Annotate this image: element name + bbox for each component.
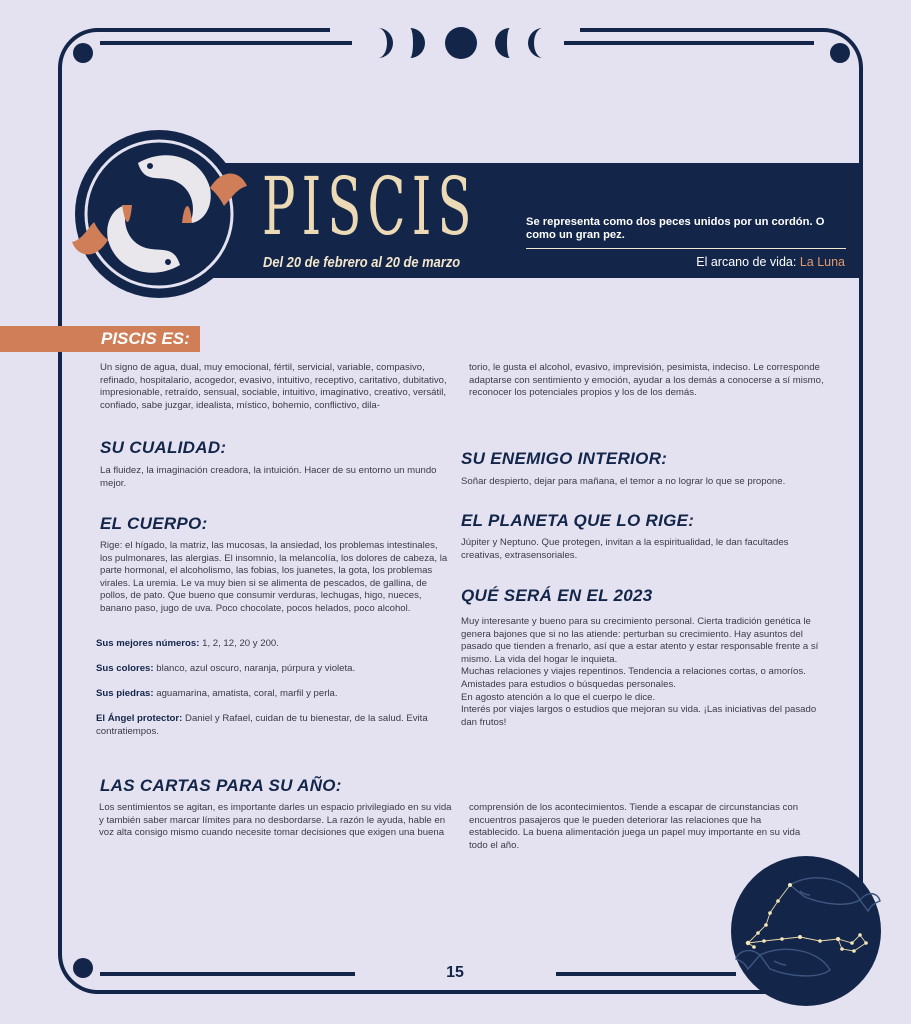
text-2023-p1: Muy interesante y bueno para su crecimiento personal. Cierta tradición genética le genera bajones que si no las atiende: perturban su crecimiento. Hay asuntos del pasado que tienden a frenarlo, así que a estar atento y estar responsable frente a sí mismo. La vida del hogar le inquieta. [461,616,819,665]
piscis-es-text-col1: Un signo de agua, dual, muy emocional, fértil, servicial, variable, compasivo, refinado, hospitalario, acogedor, evasivo, intuitivo, receptivo, caritativo, dubitativo, impresionable, retraído, sensual, sociable, intuitivo, imaginativo, creativo, versátil, confiado, sabe juzgar, idealista, místico, bohemio, conflictivo, dila- [100,362,447,411]
detail-label: El Ángel protector: [96,713,183,724]
section-tag-label: PISCIS ES: [101,329,190,348]
pisces-constellation-icon [730,855,882,1007]
detail-piedras [96,688,452,701]
detail-numeros [96,638,452,651]
page-title: PISCIS [262,160,478,253]
planeta-text: Júpiter y Neptuno. Que protegen, invitan a la espiritualidad, le dan facultades creativas, extrasensoriales. [461,537,789,561]
detail-colores [96,663,452,676]
cartas-text-col2: comprensión de los acontecimientos. Tiende a escapar de circunstancias con encuentros pasajeros que le pueden deteriorar las relaciones que ha establecido. La buena alimentación juega un papel muy importante en su vida todo el año. [469,802,801,851]
arcano-de-vida [696,255,845,269]
detail-value: Daniel y Rafael, cuidan de tu bienestar, de la salud. Evita contratiempos. [96,713,428,737]
sign-description: Se representa como dos peces unidos por un cordón. O como un gran pez. [526,216,825,241]
piscis-es-text-col2: torio, le gusta el alcohol, evasivo, imprevisión, pesimista, indeciso. Le corresponde adaptarse con sentimiento y emoción, ayudar a los demás a conocerse a sí mismo, reconocer los potenciales propios y los de los demás. [469,362,824,399]
banner-divider [526,248,846,249]
enemigo-text: Soñar despierto, dejar para mañana, el temor a no lograr lo que se propone. [461,476,786,487]
date-range: Del 20 de febrero al 20 de marzo [263,254,461,271]
heading-2023: QUÉ SERÁ EN EL 2023 [461,586,653,605]
heading-cuerpo: EL CUERPO: [100,514,208,533]
detail-label: Sus piedras: [96,688,154,699]
heading-planeta: EL PLANETA QUE LO RIGE: [461,511,695,530]
arcano-value: La Luna [799,255,845,269]
cualidad-text: La fluidez, la imaginación creadora, la intuición. Hacer de su entorno un mundo mejor. [100,465,437,489]
detail-value: aguamarina, amatista, coral, marfil y perla. [153,688,338,699]
section-tag-piscis-es [0,326,200,352]
arcano-label: El arcano de vida: [696,255,800,269]
heading-cualidad: SU CUALIDAD: [100,438,227,457]
heading-cartas: LAS CARTAS PARA SU AÑO: [100,776,342,795]
detail-label: Sus mejores números: [96,638,200,649]
heading-enemigo: SU ENEMIGO INTERIOR: [461,449,668,468]
detail-angel [96,713,452,738]
cartas-text-col1: Los sentimientos se agitan, es importante darles un espacio privilegiado en su vida y también saber marcar límites para no desbordarse. La razón le ayuda, hable en voz alta consigo mismo cuando necesite tomar decisiones que exigen una buena [99,802,452,839]
text-2023-p3: En agosto atención a lo que el cuerpo le dice. [461,691,656,703]
detail-value: 1, 2, 12, 20 y 200. [199,638,279,649]
detail-value: blanco, azul oscuro, naranja, púrpura y violeta. [153,663,356,674]
text-2023-p4: Interés por viajes largos o estudios que mejoran su vida. ¡Las iniciativas del pasado dan frutos! [461,704,817,728]
cuerpo-text: Rige: el hígado, la matriz, las mucosas, la ansiedad, los problemas intestinales, los pulmonares, las alergias. El insomnio, la melancolía, los dolores de cabeza, la parte hormonal, el alcoholismo, las fobias, los juanetes, la gota, los problemas virales. La uremia. Le va muy bien si se alimenta de pescados, de gallina, de pollos, de pato. Que bueno que consumir verduras, lechugas, higo, nueces, banano paso, jugo de uva. Poco chocolate, pocos helados, poco alcohol. [100,540,448,614]
text-2023 [461,616,821,729]
detail-label: Sus colores: [96,663,154,674]
pisces-fish-icon [72,128,250,300]
page-number: 15 [446,964,464,981]
text-2023-p2: Muchas relaciones y viajes repentinos. Tendencia a relaciones cortas, o amoríos. Amistades para estudios o búsquedas personales. [461,666,806,690]
